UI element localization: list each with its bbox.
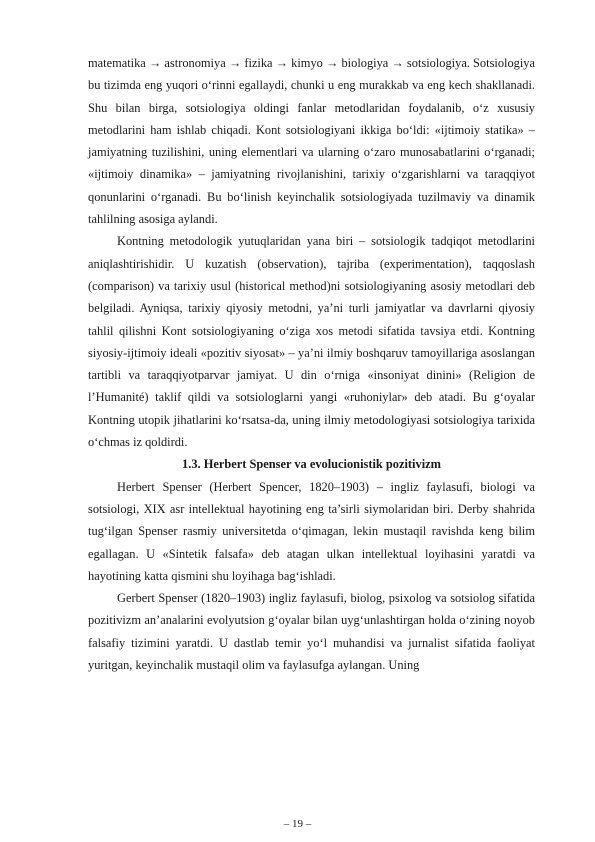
body-text	[88, 52, 535, 676]
paragraph-spenser-intro: Herbert Spenser (Herbert Spencer, 1820–1903) – ingliz faylasufi, biologi va sotsiologi, XIX asr intellektual hayotining eng ta’sirli siymolaridan biri. Derby shahrida tug‘ilgan Spenser rasmiy universitetda o‘qimagan, lekin mustaqil ravishda keng bilim egallagan. U «Sintetik falsafa» deb atagan ulkan intellektual loyihasini yaratdi va hayotining katta qismini shu loyihaga bag‘ishladi.	[88, 479, 535, 583]
paragraph-kont-methods: Kontning metodologik yutuqlaridan yana biri – sotsiologik tadqiqot metodlarini aniqlashtirishidir. U kuzatish (observation), tajriba (experimentation), taqqoslash (comparison) va tarixiy usul (historical method)ni sotsiologiyaning asosiy metodlari deb belgiladi. Ayniqsa, tarixiy qiyosiy metodni, ya’ni turli jamiyatlar va davrlarni qiyosiy tahlil qilishni Kont sotsiologiyaning o‘ziga xos metodi sifatida tavsiya etdi. Kontning siyosiy-ijtimoiy ideali «pozitiv siyosat» – ya’ni ilmiy boshqaruv tamoyillariga asoslangan tartibli va taraqqiyotparvar jamiyat. U din o‘rniga «insoniyat dinini» (Religion de l’Humanité) taklif qildi va sotsiologlarni yangi «ruhoniylar» deb atadi. Bu g‘oyalar Kontning utopik jihatlarini ko‘rsatsa-da, uning ilmiy metodologiyasi sotsiologiya tarixida o‘chmas iz qoldirdi.	[88, 234, 535, 450]
paragraph-spenser-bio: Gerbert Spenser (1820–1903) ingliz faylasufi, biolog, psixolog va sotsiolog sifatida pozitivizm an’analarini evolyutsion g‘oyalar bilan uyg‘unlashtirgan holda o‘zining noyob falsafiy tizimini yaratdi. U dastlab temir yo‘l muhandisi va jurnalist sifatida faoliyat yuritgan, keyinchalik mustaqil olim va faylasufga aylangan. Uning	[88, 591, 535, 673]
section-heading: 1.3. Herbert Spenser va evolucionistik pozitivizm	[182, 457, 441, 472]
paragraph-continuation: matematika → astronomiya → fizika → kimyo → biologiya → sotsiologiya. Sotsiologiya bu tizimda eng yuqori o‘rinni egallaydi, chunki u eng murakkab va eng kech shakllanadi. Shu bilan birga, sotsiologiya oldingi fanlar metodlaridan foydalanib, o‘z xususiy metodlarini ham ishlab chiqadi. Kont sotsiologiyani ikkiga bo‘ldi: «ijtimoiy statika» – jamiyatning tuzilishini, uning elementlari va ularning o‘zaro munosabatlarini o‘rganadi; «ijtimoiy dinamika» – jamiyatning rivojlanishini, tarixiy o‘zgarishlarni va taraqqiyot qonunlarini o‘rganadi. Bu bo‘linish keyinchalik sotsiologiyada tuzilmaviy va dinamik tahlilning asosiga aylandi.	[88, 56, 535, 227]
page-number: – 19 –	[283, 818, 312, 830]
